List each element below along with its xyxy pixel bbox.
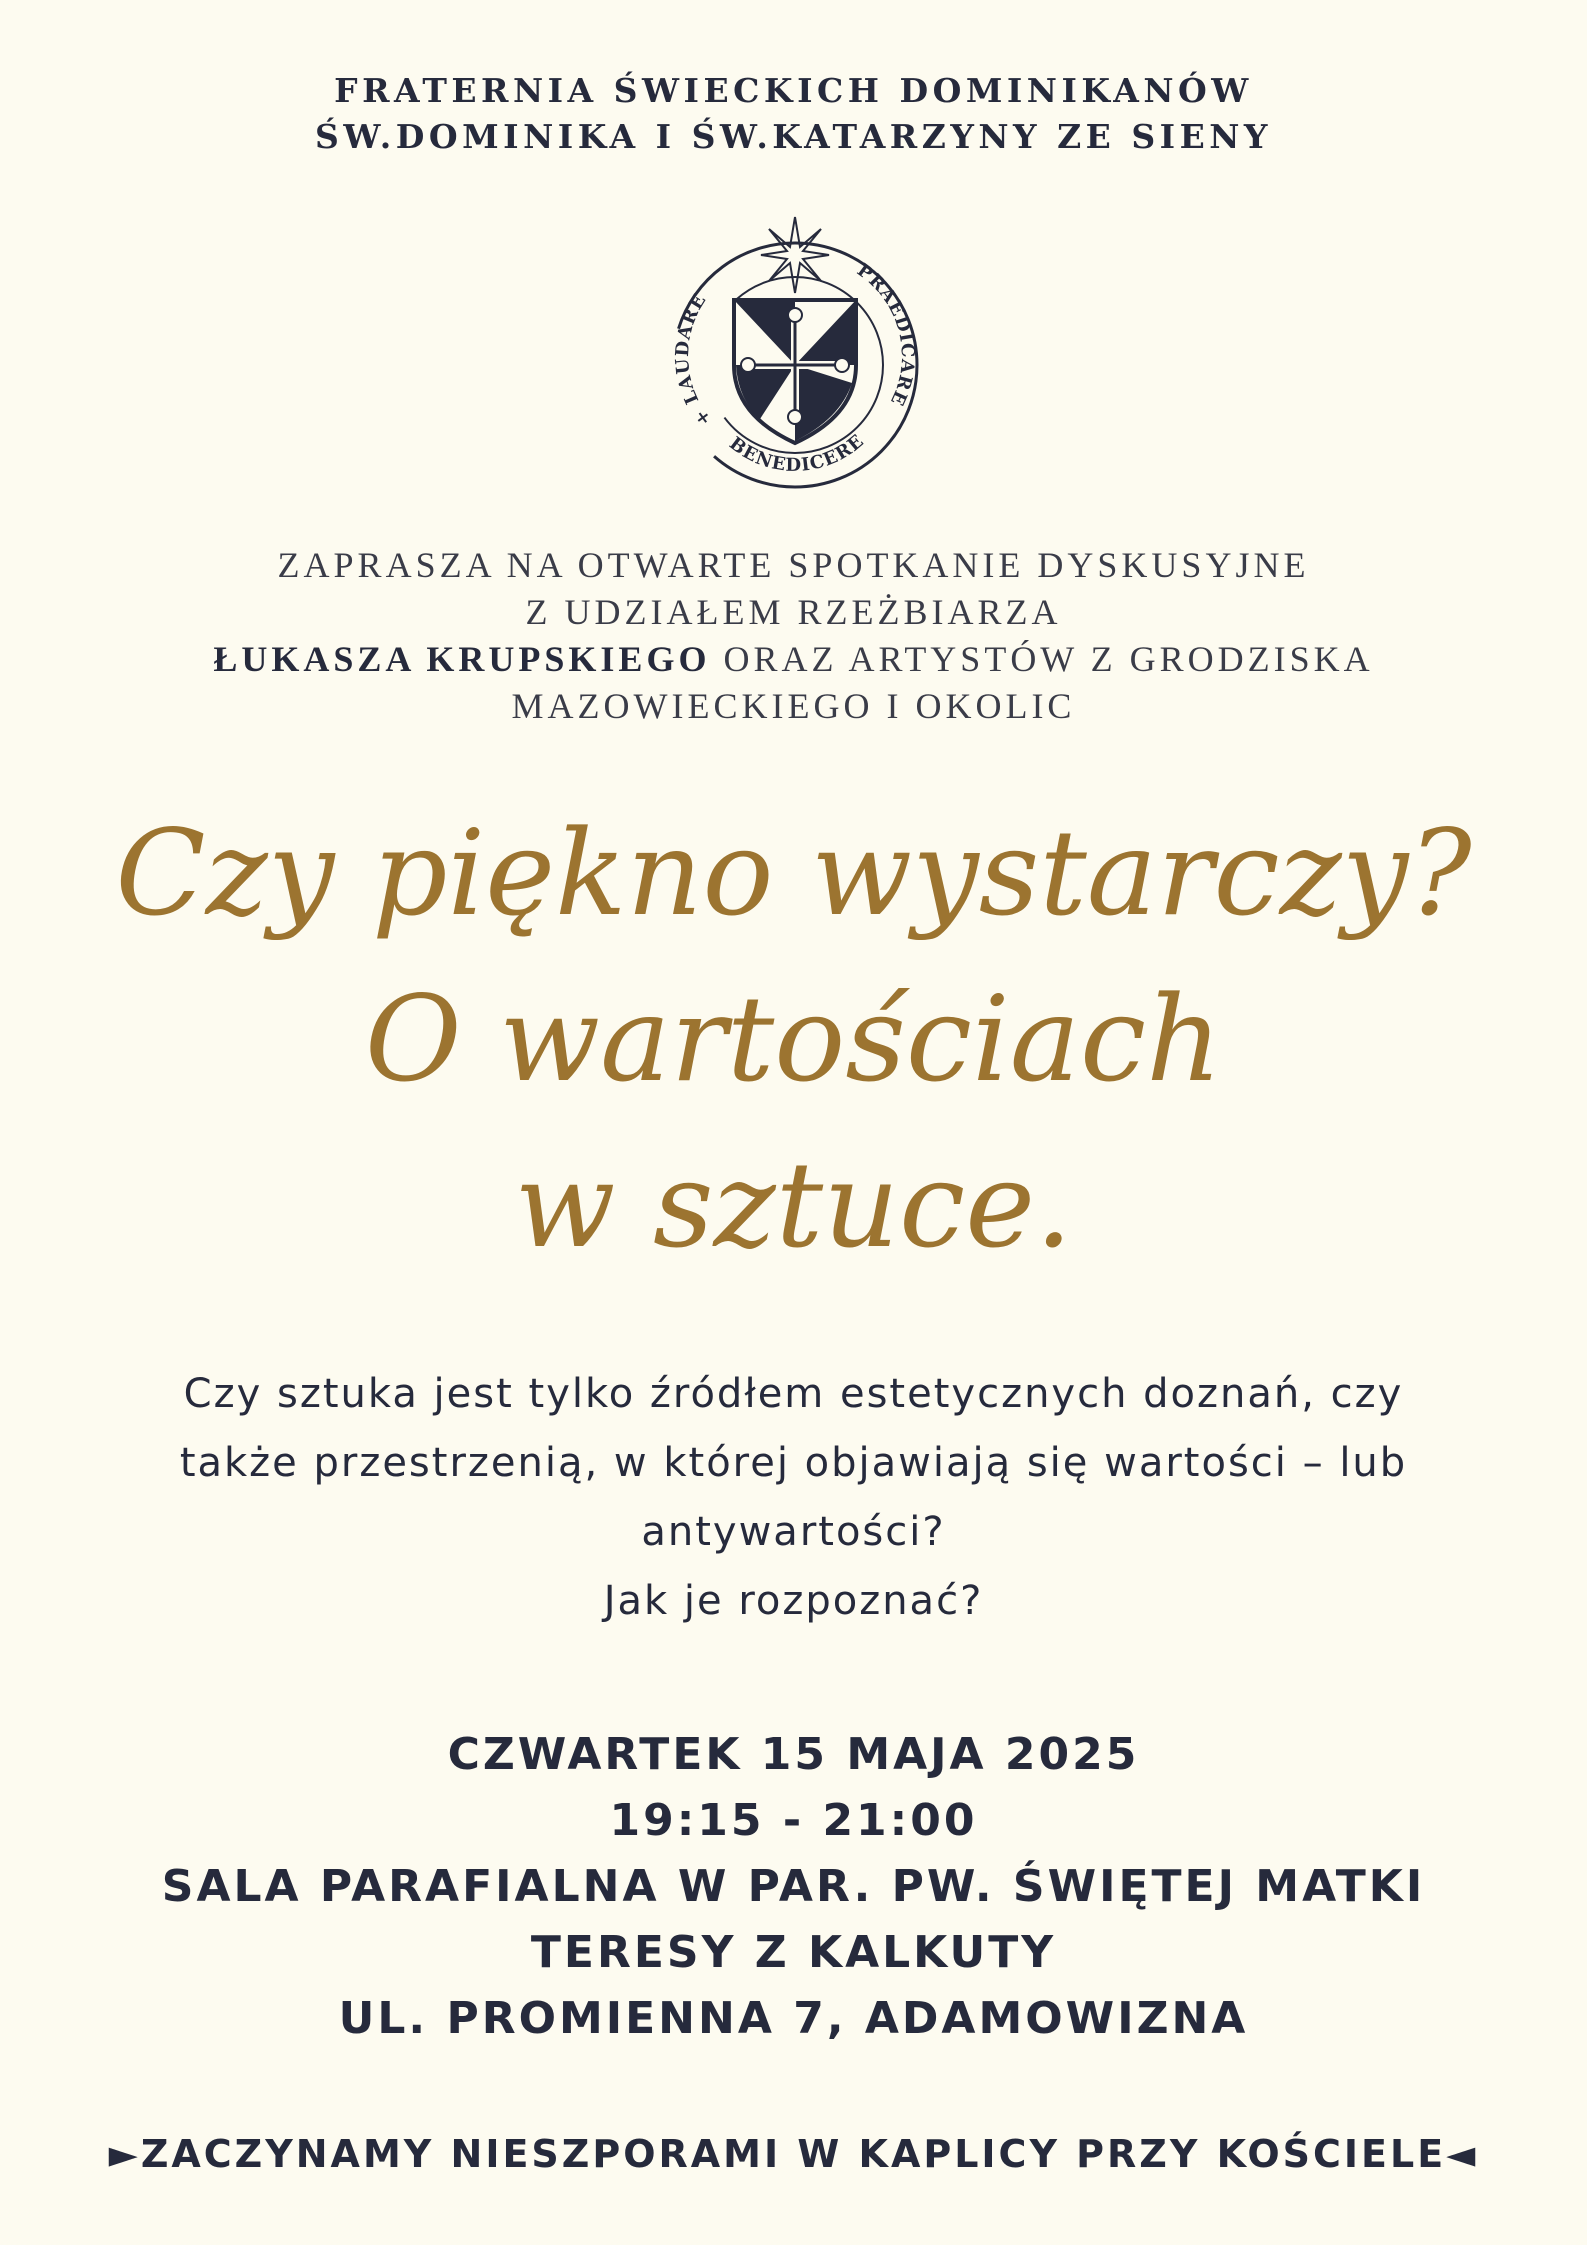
event-details — [0, 1722, 1587, 2052]
event-title-line-3: w sztuce. — [514, 1136, 1073, 1274]
invitation-text — [0, 542, 1587, 730]
invitation-line-1: ZAPRASZA NA OTWARTE SPOTKANIE DYSKUSYJNE — [277, 545, 1310, 585]
event-place-line-1: SALA PARAFIALNA W PAR. PW. ŚWIĘTEJ MATKI — [161, 1861, 1426, 1912]
event-place-line-2: TERESY Z KALKUTY — [530, 1927, 1057, 1978]
footer-note — [0, 2124, 1587, 2184]
organization-patrons: ŚW.DOMINIKA I ŚW.KATARZYNY ZE SIENY — [315, 117, 1272, 156]
organization-header — [0, 68, 1587, 160]
emblem-motto-bottom: BENEDICERE — [725, 430, 869, 476]
shield-icon — [734, 300, 856, 443]
dominican-emblem — [664, 215, 926, 495]
event-description — [0, 1360, 1587, 1636]
description-line-1: Czy sztuka jest tylko źródłem estetycznych doznań, czy — [183, 1371, 1404, 1417]
footer-text: ZACZYNAMY NIESZPORAMI W KAPLICY PRZY KOŚCIELE — [140, 2132, 1447, 2176]
event-time: 19:15 - 21:00 — [609, 1795, 978, 1846]
guest-name: ŁUKASZA KRUPSKIEGO — [213, 639, 711, 679]
description-line-4: Jak je rozpoznać? — [603, 1578, 984, 1624]
organization-name: FRATERNIA ŚWIECKICH DOMINIKANÓW — [334, 71, 1253, 110]
star-icon — [761, 217, 829, 293]
invitation-line-3-rest: ORAZ ARTYSTÓW Z GRODZISKA — [710, 639, 1374, 679]
invitation-line-2: Z UDZIAŁEM RZEŻBIARZA — [525, 592, 1062, 632]
arrow-right-icon: ► — [108, 2132, 141, 2176]
event-title-line-1: Czy piękno wystarczy? — [115, 804, 1472, 942]
description-line-3: antywartości? — [641, 1509, 946, 1555]
event-title — [0, 790, 1587, 1288]
emblem-motto-right: PRAEDICARE — [853, 259, 919, 410]
event-title-line-2: O wartościach — [364, 970, 1223, 1108]
description-line-2: także przestrzenią, w której objawiają się wartości – lub — [179, 1440, 1408, 1486]
event-date: CZWARTEK 15 MAJA 2025 — [447, 1729, 1140, 1780]
invitation-line-3 — [0, 636, 1587, 683]
event-address: UL. PROMIENNA 7, ADAMOWIZNA — [338, 1993, 1249, 2044]
arrow-left-icon: ◄ — [1446, 2132, 1479, 2176]
invitation-line-4: MAZOWIECKIEGO I OKOLIC — [511, 686, 1076, 726]
emblem-motto-left: + LAUDARE — [671, 289, 716, 430]
